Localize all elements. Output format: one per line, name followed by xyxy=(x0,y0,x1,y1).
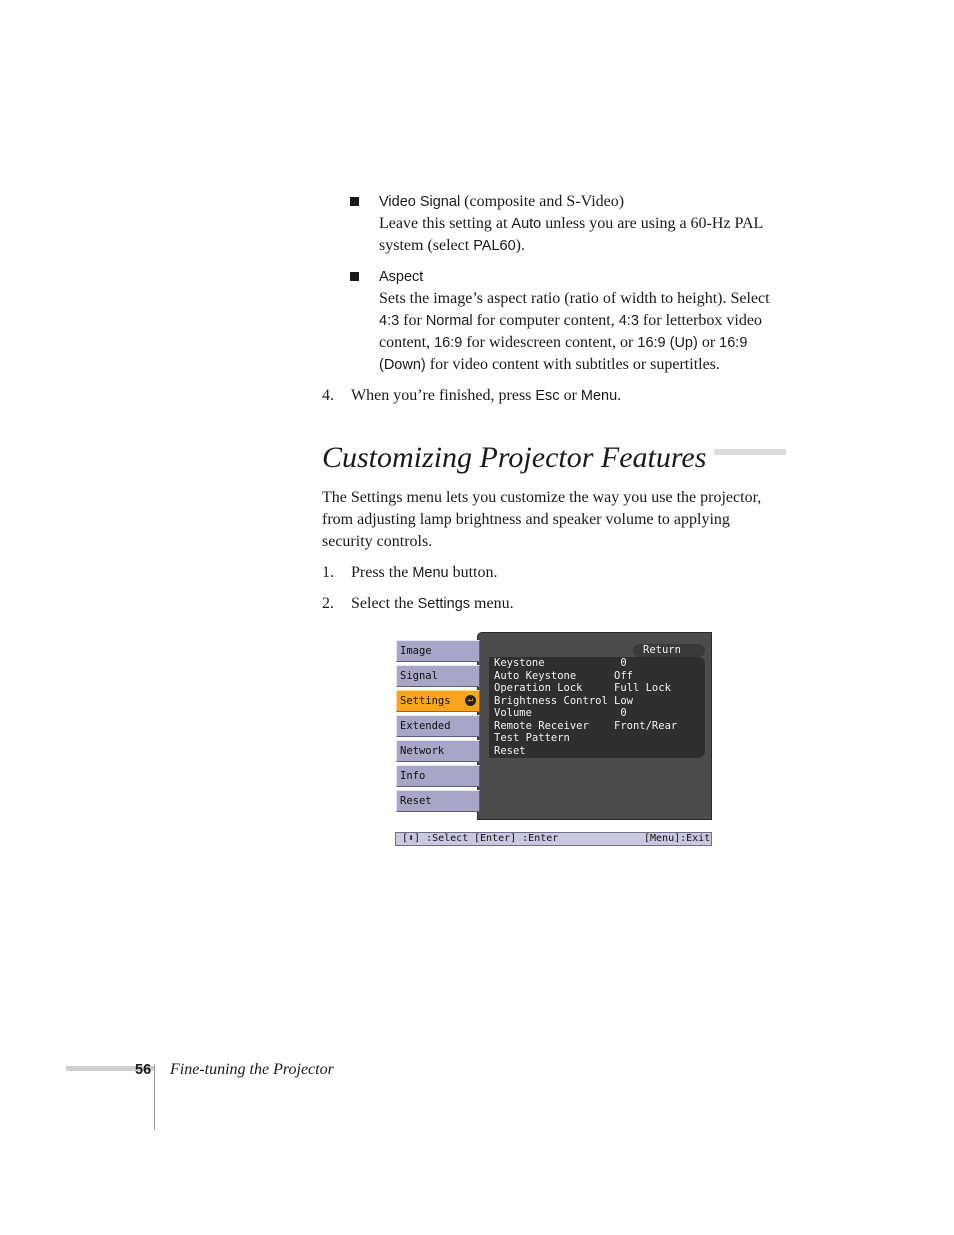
settings-row-reset: Reset xyxy=(494,744,526,757)
text-line xyxy=(379,191,789,213)
step-number: 2. xyxy=(322,595,334,612)
text-run: or xyxy=(697,334,720,351)
text-line xyxy=(379,266,789,288)
intro-line: from adjusting lamp brightness and speaker volume to applying xyxy=(322,511,730,528)
text-line xyxy=(379,288,789,310)
ui-term: (Down) xyxy=(379,357,426,373)
menu-tab-image: Image xyxy=(396,640,480,662)
menu-tab-network: Network xyxy=(396,740,480,762)
text-run: . xyxy=(617,387,622,404)
settings-row-operation-lock: Operation Lock Full Lock xyxy=(494,682,671,694)
intro-line: The Settings menu lets you customize the way you use the projector, xyxy=(322,489,762,506)
bullet-body xyxy=(379,191,789,257)
ui-term: 4:3 xyxy=(618,313,639,329)
text-run: menu. xyxy=(470,595,514,612)
intro-paragraph xyxy=(322,487,792,553)
page-number: 56 xyxy=(135,1062,152,1078)
section-heading: Customizing Projector Features xyxy=(322,436,714,480)
ui-term: Menu xyxy=(580,388,618,404)
text-run: button. xyxy=(448,564,498,581)
bullet-square-icon xyxy=(350,272,359,281)
text-line xyxy=(379,213,789,235)
ui-term: Settings xyxy=(417,596,471,612)
text-line xyxy=(379,310,789,332)
text-line xyxy=(379,235,789,257)
step-text xyxy=(351,595,514,612)
hint-select: [⬍] :Select xyxy=(402,833,469,844)
ui-term: 4:3 xyxy=(379,313,400,329)
step-text xyxy=(351,387,621,404)
ui-term: 16:9 xyxy=(719,335,748,351)
step-text xyxy=(351,564,498,581)
hint-exit: [Menu]:Exit xyxy=(644,833,711,844)
text-run: or xyxy=(559,387,581,404)
bullet-body xyxy=(379,266,789,376)
step-number: 4. xyxy=(322,387,334,404)
footer-divider xyxy=(154,1064,155,1130)
ui-term: Normal xyxy=(425,313,473,329)
step-1 xyxy=(322,562,792,584)
settings-row-test-pattern: Test Pattern xyxy=(494,732,570,744)
text-line xyxy=(379,332,789,354)
text-run: for xyxy=(399,312,426,329)
step-number: 1. xyxy=(322,564,334,581)
menu-tab-signal: Signal xyxy=(396,665,480,687)
ui-term: Menu xyxy=(412,565,449,581)
text-run: unless you are using a 60-Hz PAL xyxy=(541,215,764,232)
text-run: Select the xyxy=(351,595,418,612)
settings-row-volume: Volume 0 xyxy=(494,707,627,719)
chapter-title: Fine-tuning the Projector xyxy=(170,1061,334,1078)
hint-enter: [Enter] :Enter xyxy=(474,833,559,844)
menu-tab-extended: Extended xyxy=(396,715,480,737)
ui-term: PAL60 xyxy=(473,238,516,254)
intro-line: security controls. xyxy=(322,533,433,550)
settings-row-keystone: Keystone 0 xyxy=(494,657,627,669)
settings-row-remote-receiver: Remote Receiver Front/Rear xyxy=(494,719,678,732)
text-run: Leave this setting at xyxy=(379,215,512,232)
text-run: ). xyxy=(515,237,525,254)
text-line xyxy=(379,354,789,376)
ui-term: Esc xyxy=(535,388,560,404)
step-2 xyxy=(322,593,792,615)
text-run: Press the xyxy=(351,564,413,581)
bullet-square-icon xyxy=(350,197,359,206)
text-run: (composite and S-Video) xyxy=(460,193,625,210)
settings-row-auto-keystone: Auto Keystone Off xyxy=(494,669,633,682)
ui-term: Aspect xyxy=(379,269,424,285)
text-run: system (select xyxy=(379,237,474,254)
enter-icon: ↵ xyxy=(465,695,476,706)
text-run: When you’re finished, press xyxy=(351,387,536,404)
ui-term: Auto xyxy=(511,216,542,232)
menu-tab-reset: Reset xyxy=(396,790,480,812)
text-run: for video content with subtitles or supertitles. xyxy=(425,356,720,373)
ui-term: Video Signal xyxy=(379,194,461,210)
settings-row-brightness-control: Brightness Control Low xyxy=(494,694,633,707)
step-4 xyxy=(322,385,792,407)
menu-hint-bar xyxy=(395,832,712,846)
text-run: content, xyxy=(379,334,435,351)
ui-term: 16:9 xyxy=(434,335,463,351)
text-run: Sets the image’s aspect ratio (ratio of width to height). Select xyxy=(379,290,770,307)
menu-tab-settings: Settings ↵ xyxy=(396,690,480,712)
menu-tab-info: Info xyxy=(396,765,480,787)
text-run: for computer content, xyxy=(472,312,619,329)
ui-term: 16:9 (Up) xyxy=(637,335,698,351)
return-option: Return xyxy=(633,644,705,657)
text-run: for widescreen content, or xyxy=(462,334,638,351)
text-run: for letterbox video xyxy=(638,312,762,329)
